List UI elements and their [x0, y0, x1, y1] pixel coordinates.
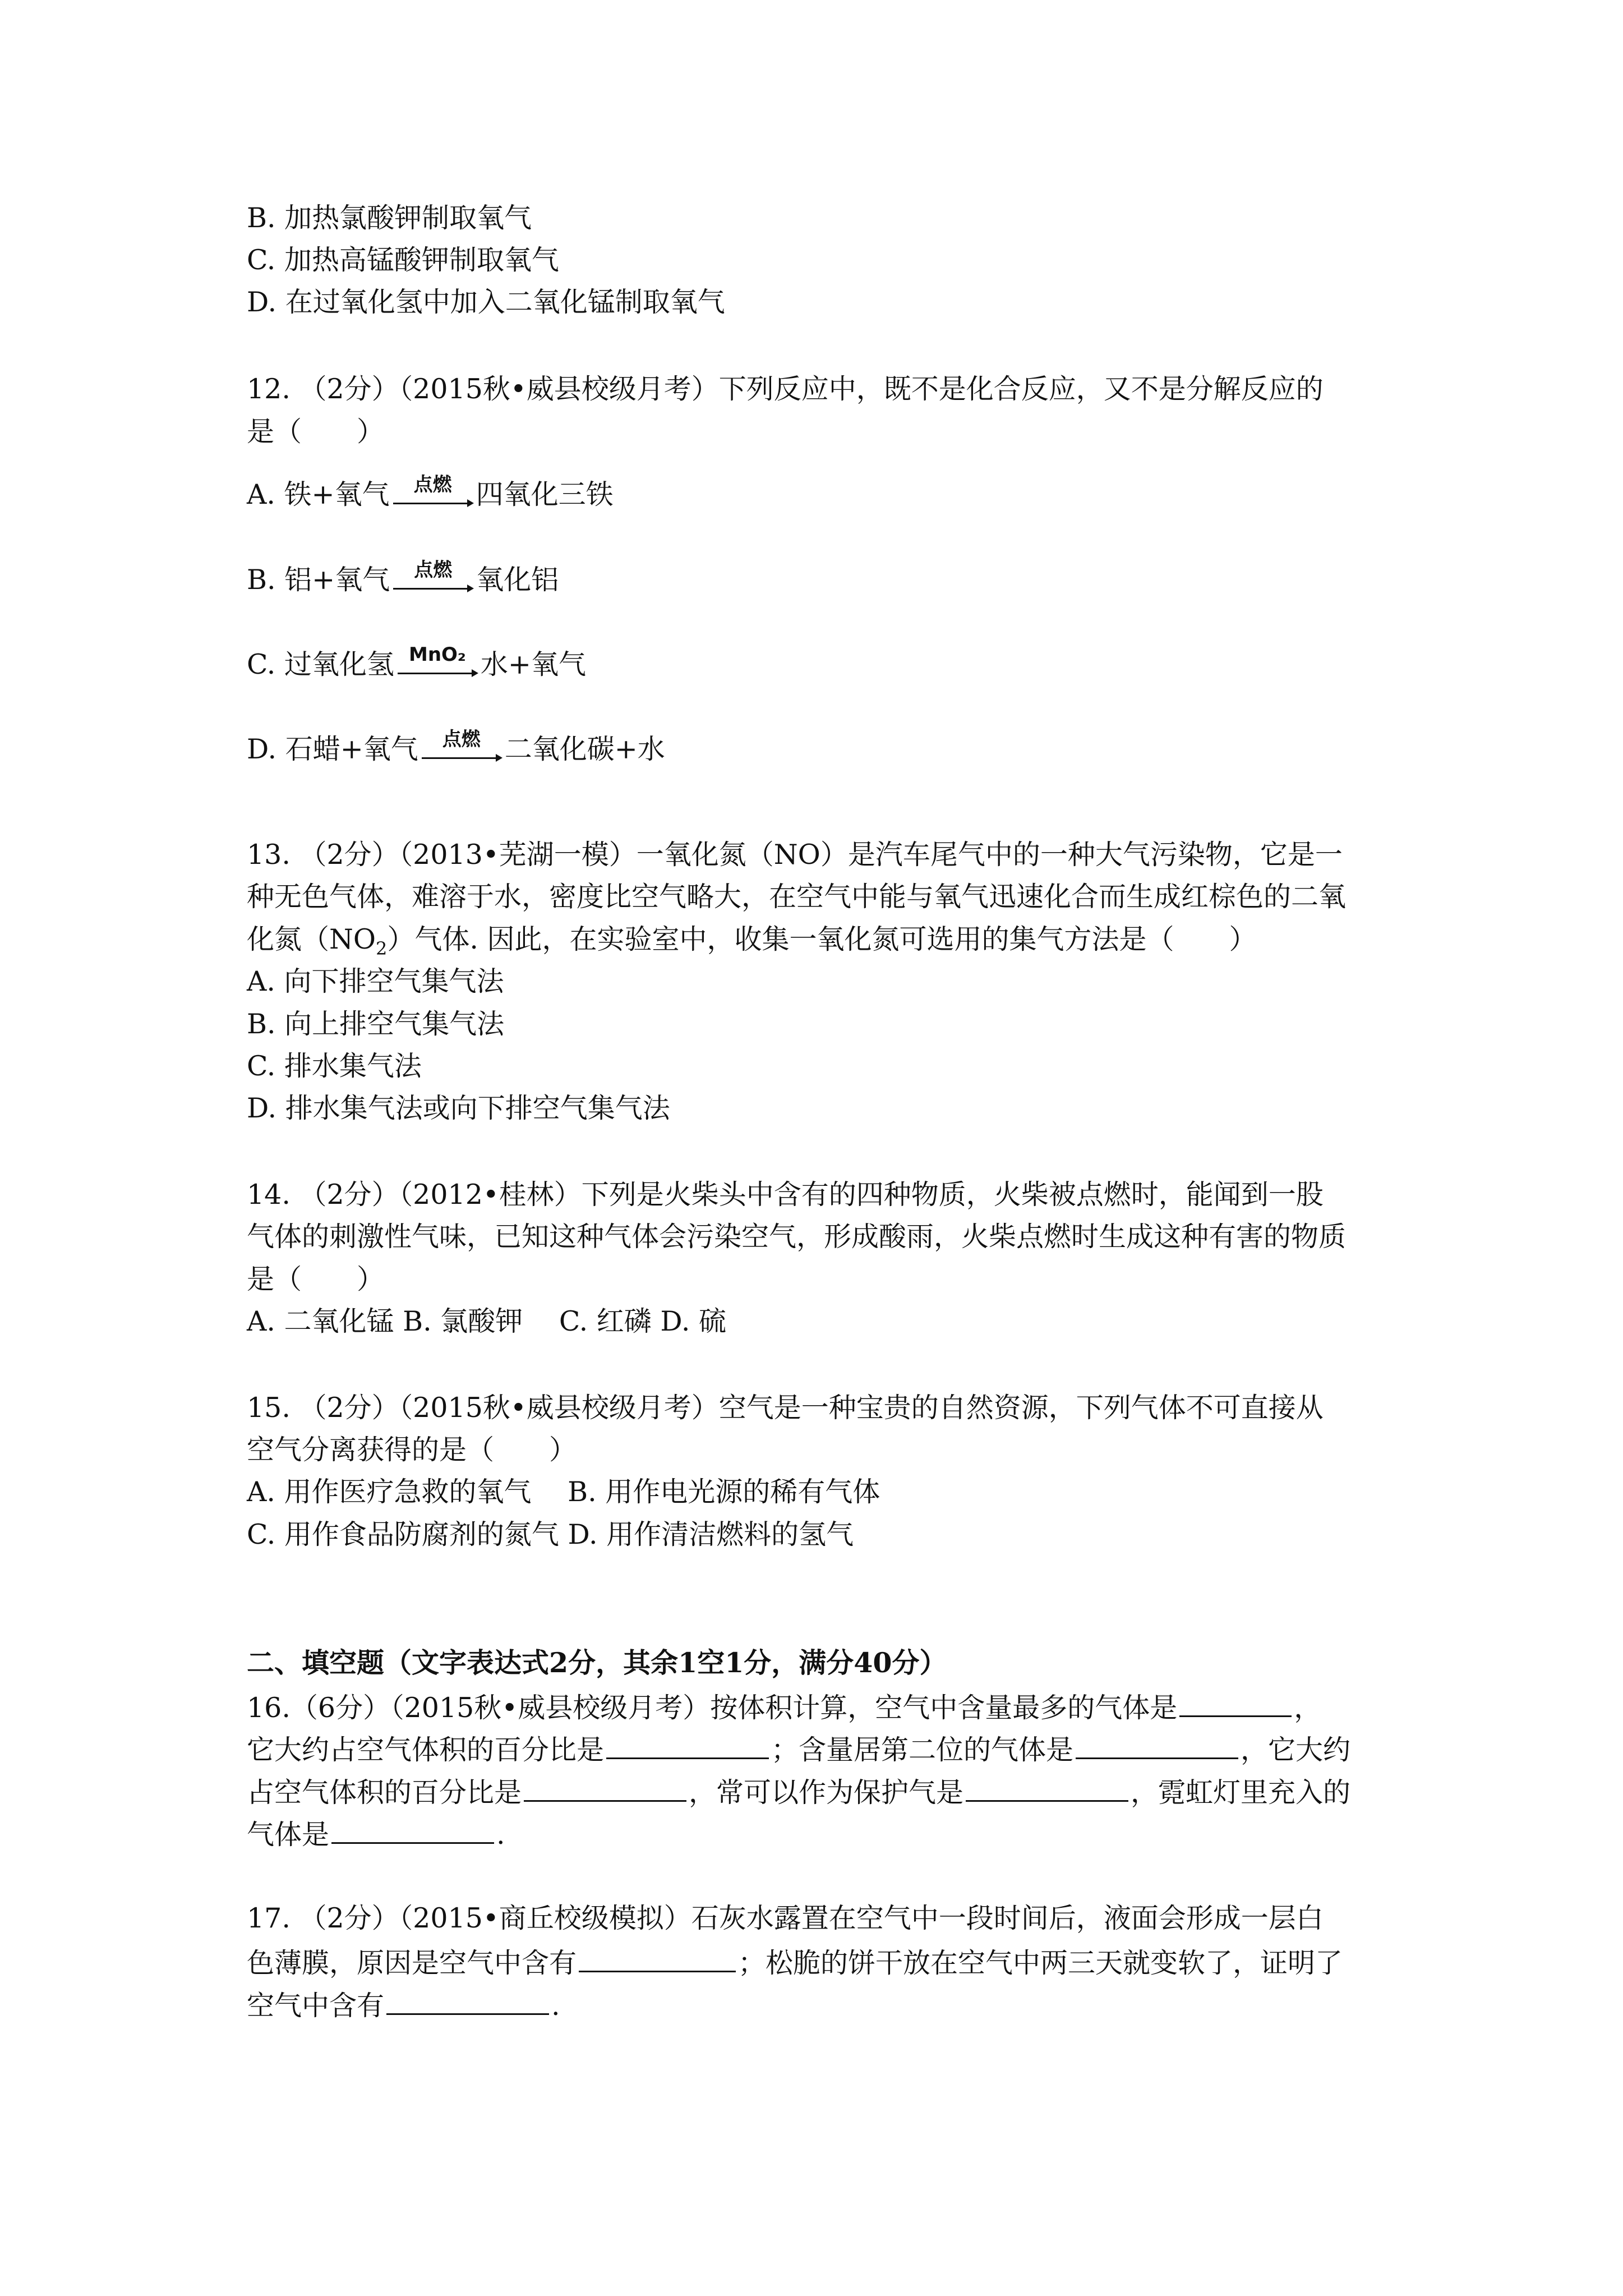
q12-stem-line1: 12. （2分）（2015秋•威县校级月考）下列反应中，既不是化合反应，又不是分解反应的: [247, 373, 1324, 405]
q15-stem-line1: 15. （2分）（2015秋•威县校级月考）空气是一种宝贵的自然资源，下列气体不可直接从: [247, 1392, 1324, 1424]
answer-blank[interactable]: [606, 1729, 769, 1759]
answer-blank[interactable]: [524, 1772, 686, 1802]
q17-line1: 17. （2分）（2015•商丘校级模拟）石灰水露置在空气中一段时间后，液面会形成一层白: [247, 1902, 1324, 1934]
q17-line2: [247, 1943, 1396, 1981]
q12-a-products: 四氧化三铁: [476, 478, 614, 510]
reaction-condition: 点燃: [413, 473, 452, 496]
q12-c-reactants: C. 过氧化氢: [247, 648, 394, 680]
q16-line1: [247, 1687, 1396, 1726]
q12-b-reactants: B. 铝+氧气: [247, 564, 390, 596]
q17-line3: [247, 1985, 1396, 2024]
q16-text: 它大约占空气体积的百分比是: [247, 1734, 605, 1766]
q17-text: .: [551, 1990, 560, 2022]
q12-stem-line2: 是（ ）: [247, 416, 385, 448]
q16-text: ；含量居第二位的气体是: [771, 1734, 1074, 1766]
q16-text: ，: [1294, 1692, 1322, 1724]
reaction-arrow: [391, 473, 475, 513]
q15-stem-line2: 空气分离获得的是（ ）: [247, 1434, 577, 1466]
q16-text: ，它大约: [1241, 1734, 1351, 1766]
q11-option-c: C. 加热高锰酸钾制取氧气: [247, 244, 559, 276]
reaction-arrow: [391, 559, 475, 598]
q14-options: A. 二氧化锰 B. 氯酸钾 C. 红磷 D. 硫: [247, 1305, 727, 1337]
answer-blank[interactable]: [386, 1985, 549, 2015]
q13-line3-pre: 化氮（NO: [247, 923, 376, 955]
q16-text: 气体是: [247, 1819, 330, 1851]
q13-line3-post: ）气体. 因此，在实验室中，收集一氧化氮可选用的集气方法是（ ）: [387, 923, 1257, 955]
reaction-condition: MnO₂: [408, 643, 466, 666]
answer-blank[interactable]: [1179, 1687, 1292, 1717]
q16-line4: [247, 1814, 1396, 1853]
q12-b-products: 氧化铝: [476, 564, 559, 596]
q12-option-c: [247, 643, 586, 683]
answer-blank[interactable]: [579, 1943, 736, 1972]
q16-text: 占空气体积的百分比是: [247, 1777, 522, 1809]
q17-text: 空气中含有: [247, 1990, 385, 2022]
q13-stem-line1: 13. （2分）（2013•芜湖一模）一氧化氮（NO）是汽车尾气中的一种大气污染物，它是一: [247, 839, 1343, 871]
q16-text: 16.（6分）（2015秋•威县校级月考）按体积计算，空气中含量最多的气体是: [247, 1692, 1178, 1724]
q16-line2: [247, 1729, 1396, 1768]
q11-option-b: B. 加热氯酸钾制取氧气: [247, 202, 532, 234]
q12-a-reactants: A. 铁+氧气: [247, 478, 390, 510]
q13-stem-line3: [247, 922, 1396, 967]
answer-blank[interactable]: [966, 1772, 1128, 1802]
q12-d-products: 二氧化碳+水: [504, 733, 665, 765]
q14-stem-line1: 14. （2分）（2012•桂林）下列是火柴头中含有的四种物质，火柴被点燃时，能闻到一股: [247, 1179, 1324, 1211]
q11-option-d: D. 在过氧化氢中加入二氧化锰制取氧气: [247, 286, 725, 318]
q13-line3-subscript: 2: [376, 937, 388, 959]
q16-text: .: [496, 1819, 505, 1851]
q17-text: ；松脆的饼干放在空气中两三天就变软了，证明了: [738, 1947, 1343, 1979]
q12-c-products: 水+氧气: [480, 648, 586, 680]
q12-d-reactants: D. 石蜡+氧气: [247, 733, 418, 765]
answer-blank[interactable]: [331, 1814, 494, 1844]
q17-text: 色薄膜，原因是空气中含有: [247, 1947, 577, 1979]
q15-options-ab: A. 用作医疗急救的氧气 B. 用作电光源的稀有气体: [247, 1476, 880, 1508]
q14-stem-line3: 是（ ）: [247, 1263, 385, 1295]
q13-option-c: C. 排水集气法: [247, 1050, 422, 1082]
q13-stem-line2: 种无色气体，难溶于水，密度比空气略大，在空气中能与氧气迅速化合而生成红棕色的二氧: [247, 881, 1347, 913]
reaction-arrow: [395, 643, 479, 683]
q12-option-b: [247, 559, 559, 598]
q16-text: ，常可以作为保护气是: [689, 1777, 964, 1809]
q16-line3: [247, 1772, 1396, 1811]
q12-option-d: [247, 728, 665, 767]
reaction-arrow: [419, 728, 504, 767]
answer-blank[interactable]: [1076, 1729, 1238, 1759]
q16-text: ，霓虹灯里充入的: [1131, 1777, 1351, 1809]
q15-options-cd: C. 用作食品防腐剂的氮气 D. 用作清洁燃料的氢气: [247, 1519, 854, 1550]
q13-option-d: D. 排水集气法或向下排空气集气法: [247, 1092, 670, 1124]
section-title: 二、填空题（文字表达式2分，其余1空1分，满分40分）: [247, 1646, 947, 1679]
reaction-condition: 点燃: [442, 728, 481, 751]
q13-option-b: B. 向上排空气集气法: [247, 1008, 505, 1040]
q12-option-a: [247, 473, 614, 513]
q13-option-a: A. 向下排空气集气法: [247, 965, 504, 997]
q14-stem-line2: 气体的刺激性气味，已知这种气体会污染空气，形成酸雨，火柴点燃时生成这种有害的物质: [247, 1221, 1347, 1253]
reaction-condition: 点燃: [414, 559, 453, 581]
